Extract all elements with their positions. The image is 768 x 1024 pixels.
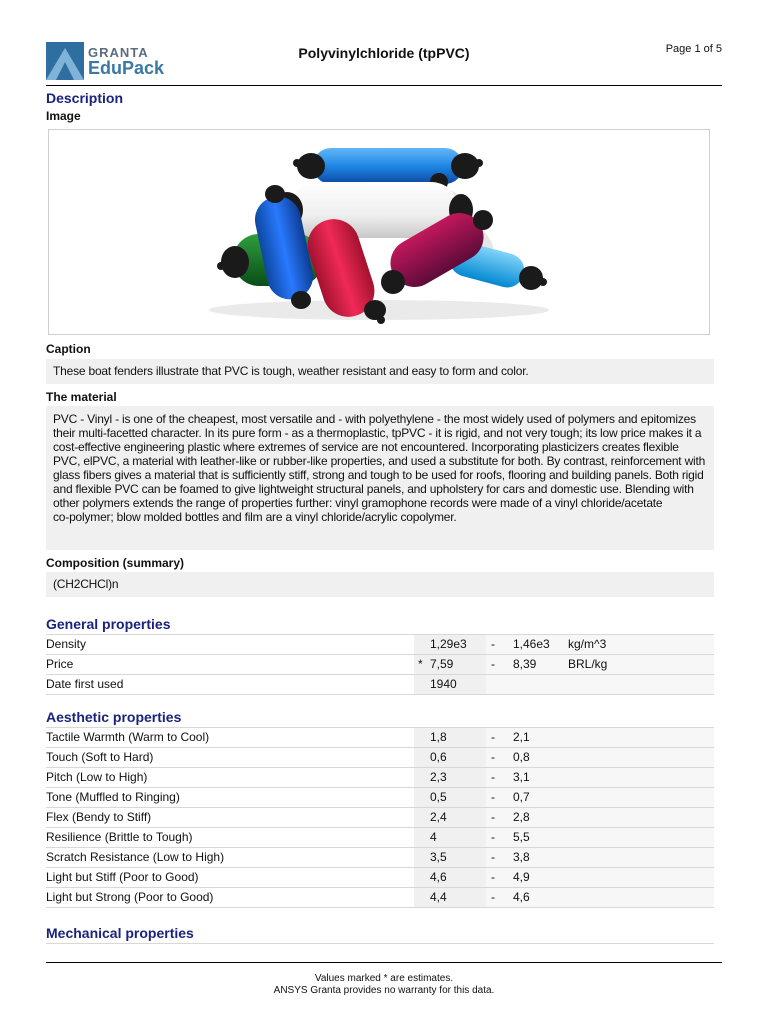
caption-box [46,359,714,384]
property-low: 0,6 [430,750,447,764]
aesthetic-properties-table [46,727,714,908]
logo-text-granta: GRANTA [88,45,149,60]
range-dash: - [491,637,495,651]
section-title-mechanical: Mechanical properties [46,925,194,941]
property-low: 3,5 [430,850,447,864]
material-line: glass fibers gives a material that is sufficiently stiff, strong and tough to be used for roofs, flooring and building panels. Both rigid [53,468,704,482]
property-low: 1940 [430,677,457,691]
material-line: their multi-facetted character. In its pure form - as a thermoplastic, tpPVC - it is rigid, and not very tough; its low price makes it a [53,426,702,440]
property-name: Date first used [46,677,124,691]
table-row [46,655,714,675]
range-dash: - [491,657,495,671]
property-low: 2,3 [430,770,447,784]
material-label: The material [46,390,117,404]
property-name: Pitch (Low to High) [46,770,148,784]
page-header [46,40,722,86]
property-unit: kg/m^3 [568,637,607,651]
property-low: 1,29e3 [430,637,467,651]
section-title-general: General properties [46,616,171,632]
table-row [46,788,714,808]
table-row [46,888,714,908]
section-title-description: Description [46,90,124,106]
property-low: 4,6 [430,870,447,884]
table-row [46,808,714,828]
property-name: Scratch Resistance (Low to High) [46,850,225,864]
mechanical-table-divider [46,943,714,944]
table-row [46,868,714,888]
material-text [46,406,714,528]
property-name: Resilience (Brittle to Tough) [46,830,193,844]
range-dash: - [491,790,495,804]
table-row [46,748,714,768]
boat-fenders-image [48,129,710,335]
property-low: 4 [430,830,437,844]
property-low: 4,4 [430,890,447,904]
material-box [46,406,714,550]
property-name: Density [46,637,87,651]
document-title: Polyvinylchloride (tpPVC) [298,45,470,61]
range-dash: - [491,770,495,784]
caption-text: These boat fenders illustrate that PVC is tough, weather resistant and easy to form and color. [53,364,529,378]
section-title-aesthetic: Aesthetic properties [46,709,182,725]
material-line: PVC, elPVC, a material with leather-like or rubber-like properties, and used a substitute for both. By contrast, reinforcement with [53,454,706,468]
boat-fenders-illustration [49,130,709,334]
material-line: and flexible PVC can be foamed to give lightweight structural panels, and upholstery for cars and domestic use. Blending with [53,482,694,496]
property-low: 1,8 [430,730,447,744]
property-high: 8,39 [513,657,537,671]
composition-box [46,572,714,597]
property-high: 2,8 [513,810,530,824]
property-name: Price [46,657,74,671]
footer-warranty-note: ANSYS Granta provides no warranty for this data. [273,985,495,996]
property-name: Flex (Bendy to Stiff) [46,810,152,824]
range-dash: - [491,870,495,884]
footer-divider [46,962,722,963]
table-row [46,635,714,655]
property-high: 0,7 [513,790,530,804]
property-low: 2,4 [430,810,447,824]
logo-text-edupack: EduPack [88,58,165,78]
material-line: PVC - Vinyl - is one of the cheapest, most versatile and - with polyethylene - the most widely used of polymers and epitomizes [53,412,696,426]
composition-label: Composition (summary) [46,556,185,570]
range-dash: - [491,830,495,844]
range-dash: - [491,850,495,864]
property-high: 3,1 [513,770,530,784]
property-low: 0,5 [430,790,447,804]
property-high: 3,8 [513,850,530,864]
table-row [46,848,714,868]
property-unit: BRL/kg [568,657,608,671]
property-high: 1,46e3 [513,637,550,651]
table-row [46,828,714,848]
material-line: other polymers extends the range of properties further: vinyl gramophone records were made of a vinyl chloride/acetate [53,496,663,510]
caption-label: Caption [46,342,91,356]
material-line: cost-effective engineering plastic where extremes of service are not encountered. Incorporating plasticizers creates flexible [53,440,679,454]
footer-estimates-note: Values marked * are estimates. [314,973,454,984]
property-high: 0,8 [513,750,530,764]
composition-text: (CH2CHCl)n [53,577,119,591]
property-name: Tone (Muffled to Ringing) [46,790,180,804]
material-line: co-polymer; blow molded bottles and film are a vinyl chloride/acrylic copolymer. [53,510,457,524]
table-row [46,728,714,748]
general-properties-table [46,634,714,695]
table-row [46,768,714,788]
property-name: Light but Stiff (Poor to Good) [46,870,199,884]
property-high: 5,5 [513,830,530,844]
property-low: 7,59 [430,657,454,671]
range-dash: - [491,750,495,764]
estimate-marker: * [418,657,423,671]
property-high: 4,9 [513,870,530,884]
range-dash: - [491,730,495,744]
table-row [46,675,714,695]
property-name: Light but Strong (Poor to Good) [46,890,214,904]
fender-blue-top [293,148,483,184]
property-high: 4,6 [513,890,530,904]
image-label: Image [46,109,81,123]
range-dash: - [491,810,495,824]
range-dash: - [491,890,495,904]
property-name: Touch (Soft to Hard) [46,750,154,764]
page-number: Page 1 of 5 [665,43,722,55]
property-high: 2,1 [513,730,530,744]
property-name: Tactile Warmth (Warm to Cool) [46,730,210,744]
